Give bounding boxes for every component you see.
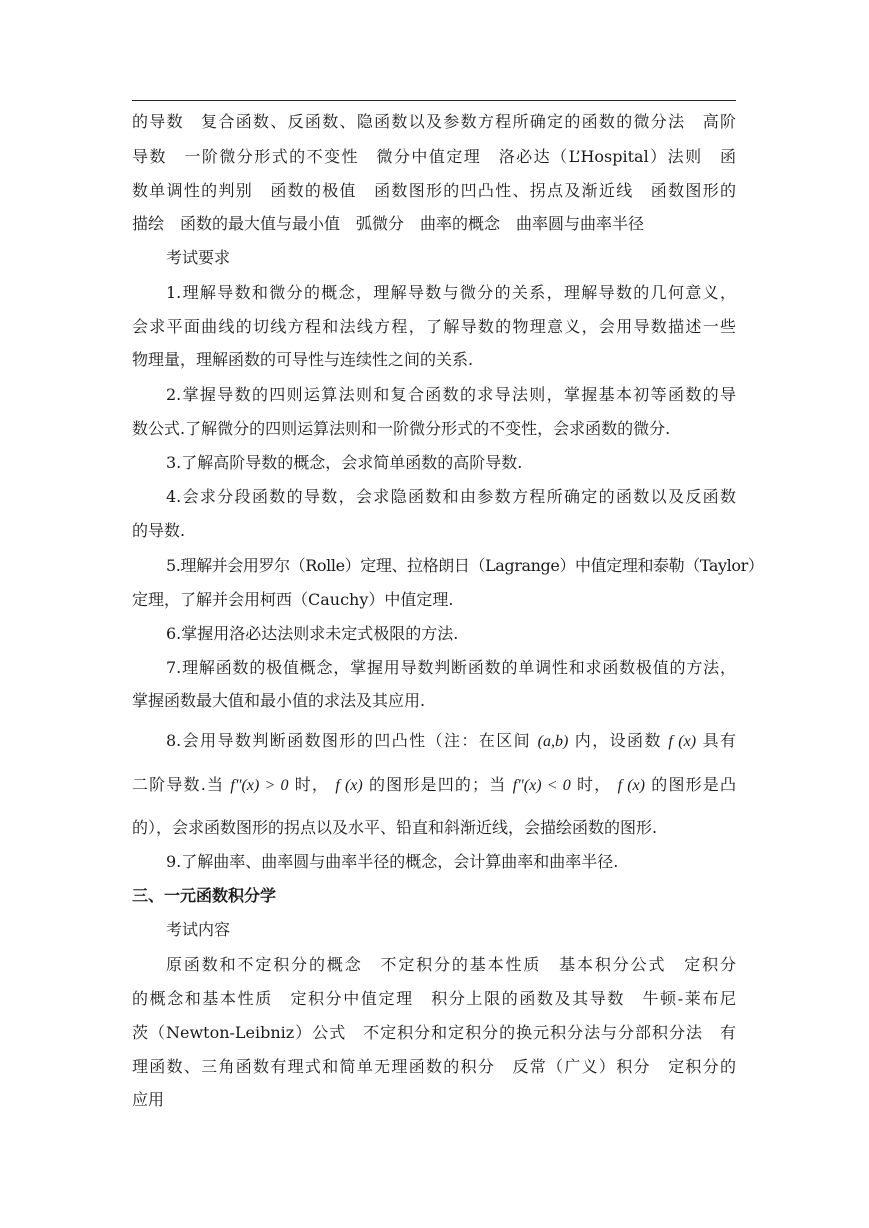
content-line-3: 数单调性的判别 函数的极值 函数图形的凹凸性、拐点及渐近线 函数图形的	[132, 181, 736, 200]
req-6-line-1: 6.掌握用洛必达法则求未定式极限的方法.	[166, 624, 459, 643]
content-line-4: 描绘 函数的最大值与最小值 弧微分 曲率的概念 曲率圆与曲率半径	[132, 214, 645, 233]
section-3-content-line-4: 理函数、三角函数有理式和简单无理函数的积分 反常（广义）积分 定积分的	[132, 1057, 736, 1076]
req-8-line-3: 的），会求函数图形的拐点以及水平、铅直和斜渐近线，会描绘函数的图形.	[132, 818, 658, 837]
requirements-heading: 考试要求	[166, 248, 231, 267]
req-7-line-1: 7.理解函数的极值概念，掌握用导数判断函数的单调性和求函数极值的方法，	[166, 658, 736, 677]
req-8-text-c: 具有	[702, 731, 736, 750]
header-rule	[132, 100, 736, 101]
req-8-text-f: 的图形是凹的；当	[369, 775, 507, 794]
section-3-content-line-5: 应用	[132, 1090, 165, 1109]
req-8-text-a: 8.会用导数判断函数图形的凹凸性（注：在区间	[166, 731, 532, 750]
req-1-line-1: 1.理解导数和微分的概念，理解导数与微分的关系，理解导数的几何意义，	[166, 283, 736, 302]
math-second-derivative-negative: f″(x) < 0	[512, 777, 571, 794]
req-4-line-1: 4.会求分段函数的导数，会求隐函数和由参数方程所确定的函数以及反函数	[166, 487, 736, 506]
req-7-line-2: 掌握函数最大值和最小值的求法及其应用.	[132, 691, 426, 710]
req-2-line-1: 2.掌握导数的四则运算法则和复合函数的求导法则，掌握基本初等函数的导	[166, 385, 736, 404]
math-function: f (x)	[335, 777, 363, 794]
req-8-text-h: 的图形是凸	[651, 775, 736, 794]
section-3-content-heading: 考试内容	[166, 920, 231, 939]
math-function: f (x)	[668, 733, 697, 750]
section-3-content-line-1: 原函数和不定积分的概念 不定积分的基本性质 基本积分公式 定积分	[166, 955, 736, 974]
req-8-text-e: 时，	[294, 775, 330, 794]
section-3-title: 三、一元函数积分学	[132, 886, 277, 905]
req-4-line-2: 的导数.	[132, 521, 186, 540]
req-8-line-1	[166, 731, 736, 752]
req-1-line-3: 物理量，理解函数的可导性与连续性之间的关系.	[132, 350, 474, 369]
content-line-1: 的导数 复合函数、反函数、隐函数以及参数方程所确定的函数的微分法 高阶	[132, 112, 736, 131]
req-8-line-2	[132, 775, 736, 796]
req-5-line-2: 定理，了解并会用柯西（Cauchy）中值定理.	[132, 590, 454, 609]
req-9-line-1: 9.了解曲率、曲率圆与曲率半径的概念，会计算曲率和曲率半径.	[166, 852, 619, 871]
req-8-text-d: 二阶导数.当	[132, 775, 225, 794]
section-3-content-line-2: 的概念和基本性质 定积分中值定理 积分上限的函数及其导数 牛顿-莱布尼	[132, 989, 736, 1008]
req-1-line-2: 会求平面曲线的切线方程和法线方程，了解导数的物理意义，会用导数描述一些	[132, 317, 736, 336]
req-8-text-g: 时，	[576, 775, 612, 794]
req-5-line-1: 5.理解并会用罗尔（Rolle）定理、拉格朗日（Lagrange）中值定理和泰勒（Taylor）	[166, 556, 764, 575]
content-line-2: 导数 一阶微分形式的不变性 微分中值定理 洛必达（L’Hospital）法则 函	[132, 147, 736, 166]
req-8-text-b: 内，设函数	[574, 731, 662, 750]
math-function: f (x)	[617, 777, 645, 794]
math-interval: (a,b)	[537, 733, 569, 750]
section-3-content-line-3: 茨（Newton-Leibniz）公式 不定积分和定积分的换元积分法与分部积分法 有	[132, 1023, 736, 1042]
req-2-line-2: 数公式.了解微分的四则运算法则和一阶微分形式的不变性，会求函数的微分.	[132, 419, 671, 438]
math-second-derivative-positive: f″(x) > 0	[230, 777, 289, 794]
req-3-line-1: 3.了解高阶导数的概念，会求简单函数的高阶导数.	[166, 453, 523, 472]
